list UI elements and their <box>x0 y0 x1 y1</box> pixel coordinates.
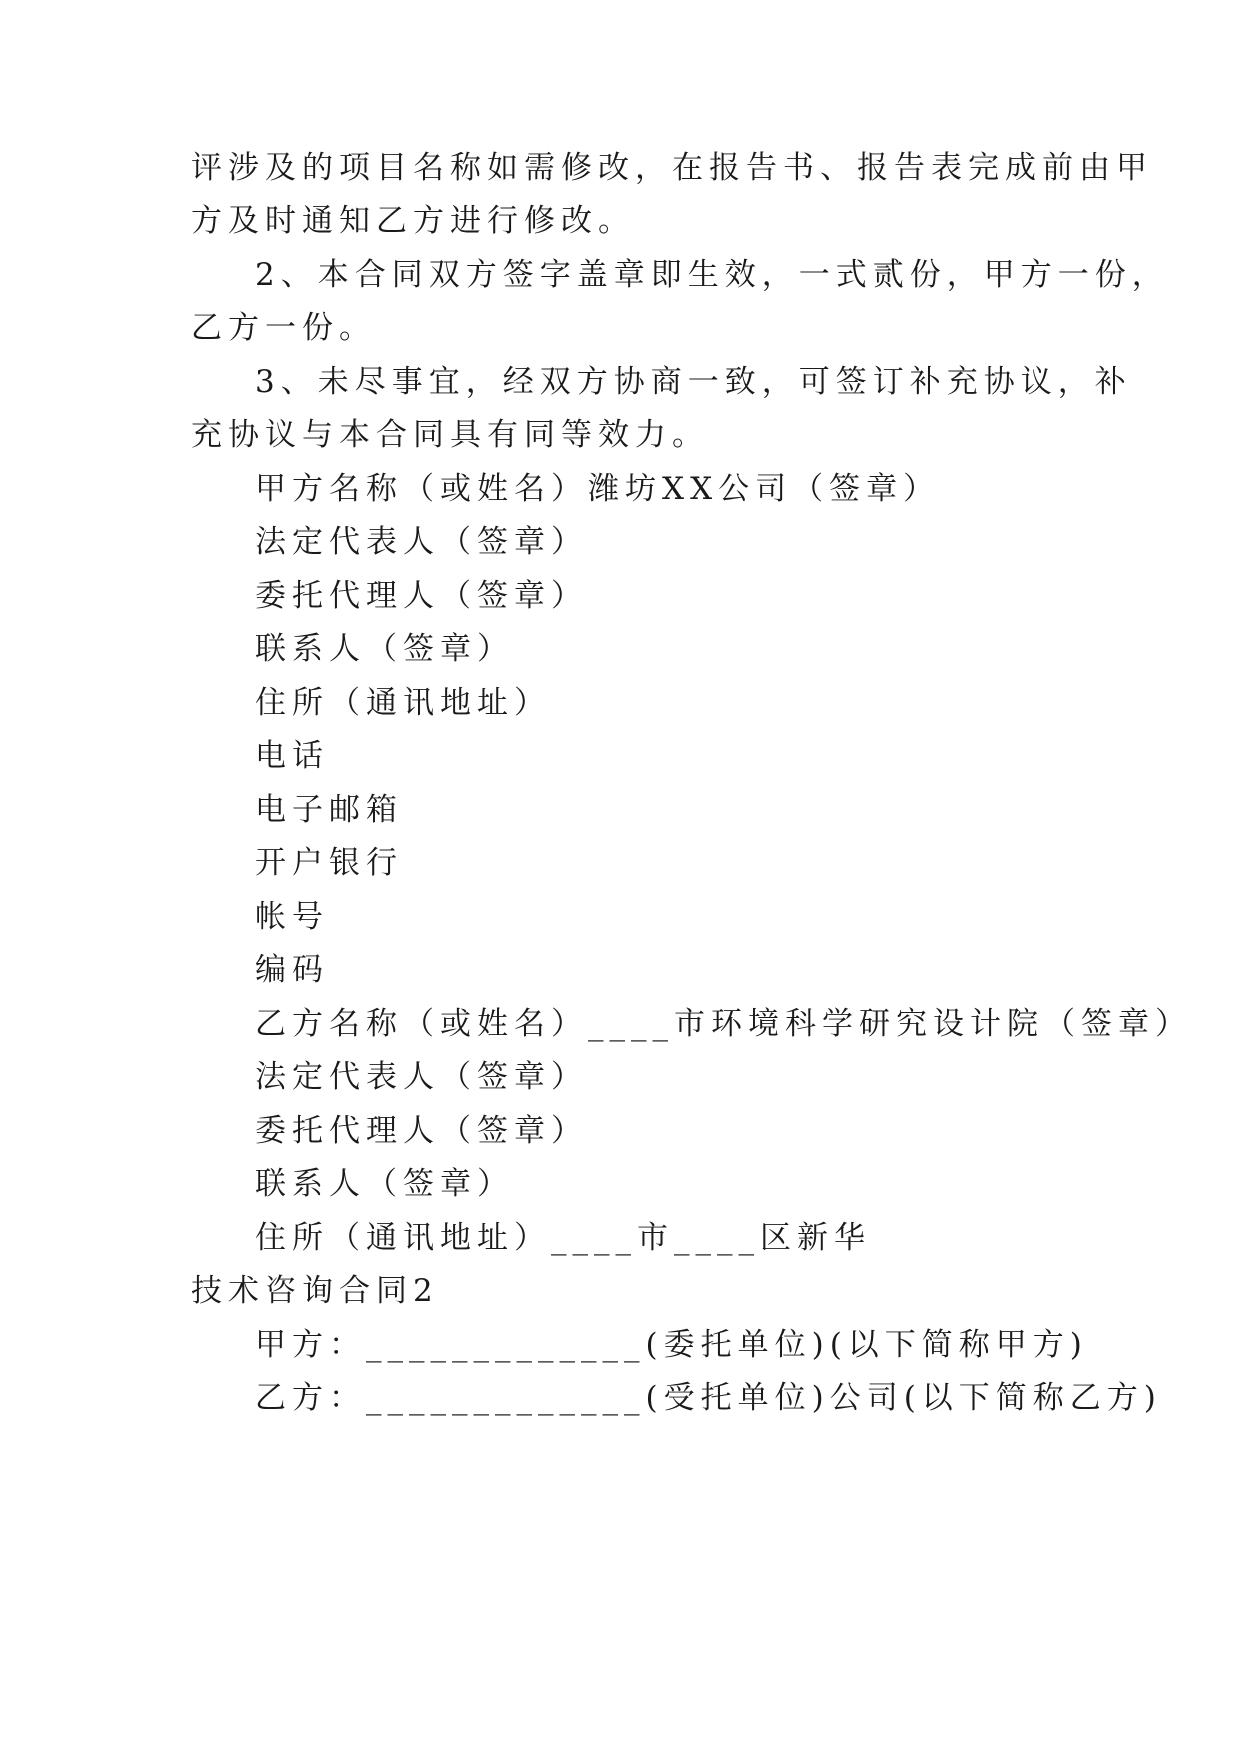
party-a-phone: 电话 <box>255 738 329 774</box>
party-a-code: 编码 <box>255 952 329 988</box>
party-b-legal-rep: 法定代表人（签章） <box>255 1059 588 1095</box>
party-a-line: 甲方：_____________(委托单位)(以下简称甲方) <box>255 1327 1088 1363</box>
party-a-account: 帐号 <box>255 899 329 935</box>
party-b-address: 住所（通讯地址）____市____区新华 <box>255 1220 871 1256</box>
party-a-bank: 开户银行 <box>255 845 403 881</box>
party-a-agent: 委托代理人（签章） <box>255 578 588 614</box>
text-line-2: 方及时通知乙方进行修改。 <box>191 203 635 239</box>
party-a-address: 住所（通讯地址） <box>255 685 551 721</box>
clause-3: 3、未尽事宜，经双方协商一致，可签订补充协议，补 <box>255 364 1132 400</box>
clause-2: 2、本合同双方签字盖章即生效，一式贰份，甲方一份， <box>255 257 1169 293</box>
text-line-4: 乙方一份。 <box>191 310 376 346</box>
party-a-contact: 联系人（签章） <box>255 631 514 667</box>
party-b-name: 乙方名称（或姓名）____市环境科学研究设计院（签章） <box>255 1006 1192 1042</box>
party-a-legal-rep: 法定代表人（签章） <box>255 524 588 560</box>
text-line-1: 评涉及的项目名称如需修改，在报告书、报告表完成前由甲 <box>191 150 1153 186</box>
party-a-name: 甲方名称（或姓名）潍坊XX公司（签章） <box>255 471 941 507</box>
party-b-line: 乙方：_____________(受托单位)公司(以下简称乙方) <box>255 1380 1162 1416</box>
party-a-email: 电子邮箱 <box>255 792 403 828</box>
section-title: 技术咨询合同2 <box>191 1273 439 1309</box>
text-line-6: 充协议与本合同具有同等效力。 <box>191 417 709 453</box>
party-b-agent: 委托代理人（签章） <box>255 1113 588 1149</box>
party-b-contact: 联系人（签章） <box>255 1166 514 1202</box>
